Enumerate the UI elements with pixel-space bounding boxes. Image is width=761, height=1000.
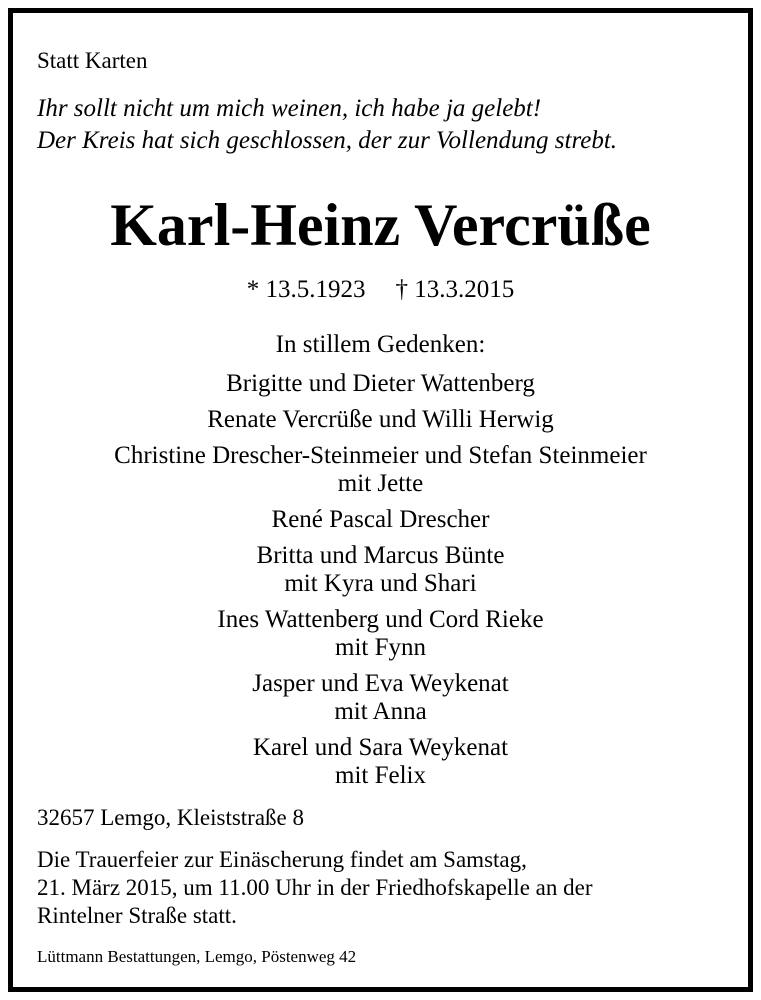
mourner-group (13, 734, 748, 790)
mourner-child: mit Jette (337, 470, 424, 497)
family-address: 32657 Lemgo, Kleiststraße 8 (37, 805, 305, 830)
service-line-1: Die Trauerfeier zur Einäscherung findet am Samstag, (37, 847, 527, 872)
quote-line-1: Ihr sollt nicht um mich weinen, ich habe ja gelebt! (37, 95, 542, 122)
mourner-group (13, 406, 748, 434)
service-line-2: 21. März 2015, um 11.00 Uhr in der Friedhofskapelle an der (37, 875, 593, 900)
deceased-name: Karl-Heinz Vercrüße (110, 192, 651, 258)
funeral-service-info (37, 846, 592, 930)
life-dates (13, 274, 748, 306)
mourners-list (13, 370, 748, 798)
mourner-group (13, 606, 748, 662)
mourner-name: Renate Vercrüße und Willi Herwig (207, 406, 554, 433)
mourner-group (13, 542, 748, 598)
mourner-name: Britta und Marcus Bünte (256, 542, 505, 569)
mourner-name: Ines Wattenberg und Cord Rieke (217, 606, 544, 633)
undertaker-info: Lüttmann Bestattungen, Lemgo, Pöstenweg 42 (37, 947, 357, 966)
mourner-group (13, 370, 748, 398)
mourners-heading: In stillem Gedenken: (275, 331, 486, 358)
mourner-name: Jasper und Eva Weykenat (252, 670, 509, 697)
birth-date: * 13.5.1923 (246, 276, 366, 303)
mourner-name: Karel und Sara Weykenat (252, 734, 509, 761)
mourner-name: Brigitte und Dieter Wattenberg (226, 370, 535, 397)
death-date: † 13.3.2015 (395, 276, 515, 303)
obituary-content (13, 13, 748, 987)
service-line-3: Rintelner Straße statt. (37, 903, 237, 928)
intro-text: Statt Karten (37, 48, 148, 73)
mourner-child: mit Fynn (335, 634, 426, 661)
mourner-name: René Pascal Drescher (271, 506, 490, 533)
obituary-frame (8, 8, 753, 992)
mourner-group (13, 670, 748, 726)
memorial-quote (37, 93, 617, 157)
mourner-child: mit Felix (335, 762, 426, 789)
mourner-child: mit Anna (334, 698, 427, 725)
quote-line-2: Der Kreis hat sich geschlossen, der zur Vollendung strebt. (37, 127, 618, 154)
mourner-group (13, 442, 748, 498)
mourner-group (13, 506, 748, 534)
mourner-name: Christine Drescher-Steinmeier und Stefan Steinmeier (114, 442, 647, 469)
mourner-child: mit Kyra und Shari (284, 570, 477, 597)
